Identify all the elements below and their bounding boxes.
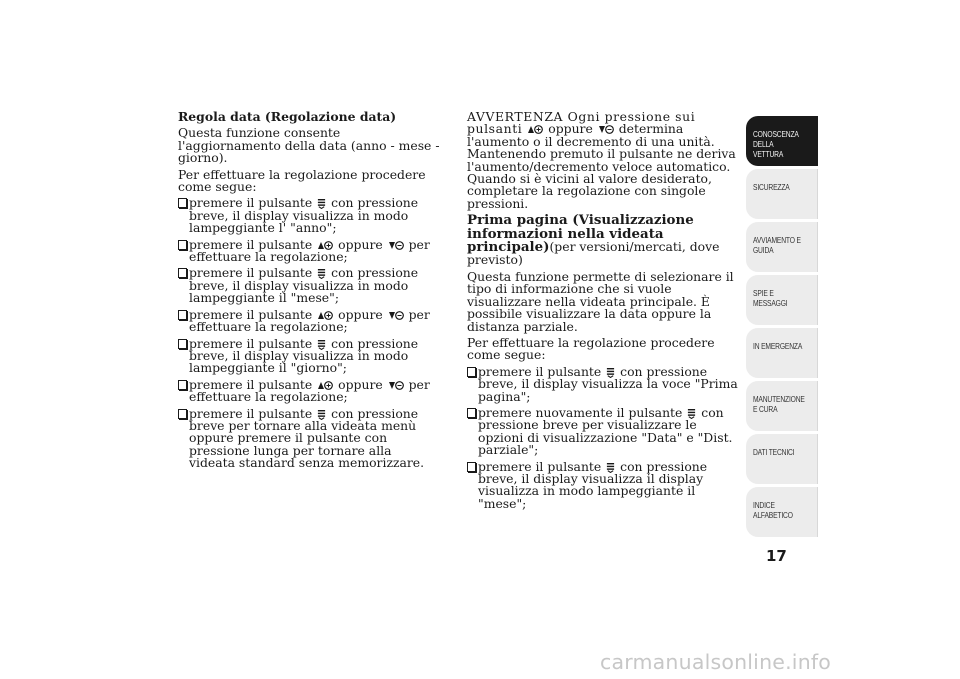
paragraph: Questa funzione consente l'aggiornamento della data (anno - mese - giorno). (178, 125, 440, 166)
warning-paragraph: AVVERTENZA Ogni pressione sui pulsanti oppure determina l'aumento o il decremento di una unità. Mantenendo premuto il pulsante ne deriva l'aumento/decremento veloce automatico. Quando si è vicini al valore desiderato, completare la regolazione con singole pressioni. (467, 109, 736, 211)
arrow-down-minus-icon (388, 239, 404, 251)
bullet-box-icon (467, 408, 476, 418)
list-item: premere il pulsante oppure per effettuare la regolazione; (178, 379, 440, 404)
list-item: premere il pulsante con pressione breve, il display visualizza in modo lampeggiante il "mese"; (178, 267, 440, 304)
section-heading-date: Regola data (Regolazione data) (178, 109, 397, 124)
arrow-down-minus-icon (388, 309, 404, 321)
tab-dati-tecnici[interactable]: DATI TECNICI (746, 434, 818, 484)
list-item: premere il pulsante con pressione breve, il display visualizza il display visualizza in modo lampeggiante il "mese"; (467, 461, 743, 511)
tab-in-emergenza[interactable]: IN EMERGENZA (746, 328, 818, 378)
list-item: premere il pulsante con pressione breve, il display visualizza la voce "Prima pagina"; (467, 366, 743, 403)
bullet-box-icon (178, 409, 187, 419)
list-item: premere il pulsante con pressione breve per tornare alla videata menù oppure premere il pulsante con pressione lunga per tornare alla videata standard senza memorizzare. (178, 408, 440, 470)
watermark: carmanualsonline.info (600, 650, 832, 674)
bullet-box-icon (178, 268, 187, 278)
tab-manutenzione-e-cura[interactable]: MANUTENZIONE E CURA (746, 381, 818, 431)
right-column (467, 111, 743, 514)
bullet-box-icon (467, 367, 476, 377)
list-item: premere nuovamente il pulsante con pressione breve per visualizzare le opzioni di visualizzazione "Data" e "Dist. parziale"; (467, 407, 743, 457)
bullet-box-icon (178, 339, 187, 349)
bullet-box-icon (467, 462, 476, 472)
bullet-box-icon (178, 240, 187, 250)
tab-conoscenza-della-vettura[interactable]: CONOSCENZA DELLA VETTURA (746, 116, 818, 166)
paragraph: Questa funzione permette di selezionare il tipo di informazione che si vuole visualizzare nella videata principale. È possibile visualizzare la data oppure la distanza parziale. (467, 268, 734, 334)
bullet-box-icon (178, 380, 187, 390)
left-column (178, 111, 440, 474)
section-heading-first-page: Prima pagina (Visualizzazione informazioni nella videata principale)(per versioni/mercati, dove previsto) (467, 212, 720, 268)
paragraph: Per effettuare la regolazione procedere come segue: (467, 334, 715, 363)
tab-indice-alfabetico[interactable]: INDICE ALFABETICO (746, 487, 818, 537)
arrow-down-minus-icon (388, 379, 404, 391)
chapter-tabs (746, 116, 818, 540)
list-item: premere il pulsante oppure per effettuare la regolazione; (178, 309, 440, 334)
tab-spie-e-messaggi[interactable]: SPIE E MESSAGGI (746, 275, 818, 325)
bullet-box-icon (178, 198, 187, 208)
bullet-box-icon (178, 310, 187, 320)
tab-avviamento-e-guida[interactable]: AVVIAMENTO E GUIDA (746, 222, 818, 272)
page-number: 17 (766, 547, 787, 565)
tab-sicurezza[interactable]: SICUREZZA (746, 169, 818, 219)
list-item: premere il pulsante oppure per effettuare la regolazione; (178, 239, 440, 264)
list-item: premere il pulsante con pressione breve, il display visualizza in modo lampeggiante il "giorno"; (178, 338, 440, 375)
list-item: premere il pulsante con pressione breve, il display visualizza in modo lampeggiante l' "anno"; (178, 197, 440, 234)
paragraph: Per effettuare la regolazione procedere come segue: (178, 166, 426, 195)
